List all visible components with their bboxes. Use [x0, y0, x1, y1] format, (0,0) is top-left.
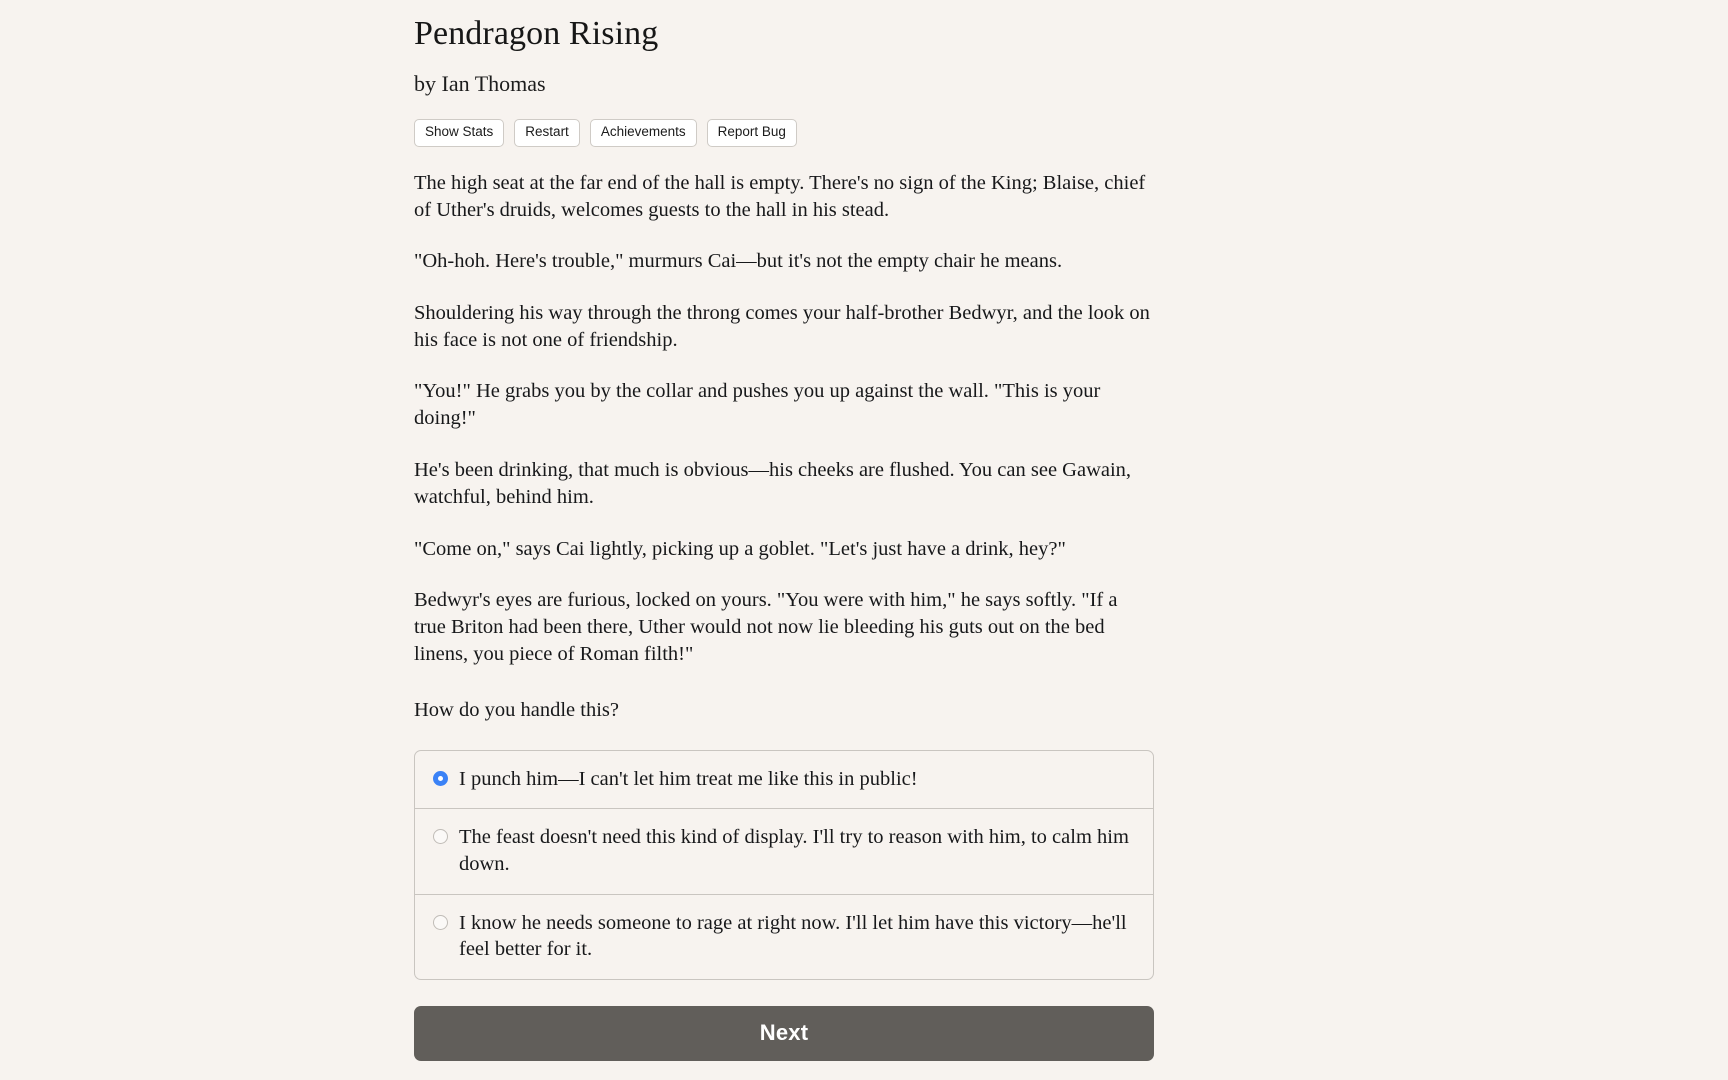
radio-button-icon[interactable]: [433, 771, 448, 786]
radio-button-icon[interactable]: [433, 915, 448, 930]
choice-label: The feast doesn't need this kind of display. I'll try to reason with him, to calm him down.: [459, 826, 1129, 876]
next-button[interactable]: Next: [414, 1006, 1154, 1061]
story-paragraph: "Oh-hoh. Here's trouble," murmurs Cai—but it's not the empty chair he means.: [414, 250, 1063, 273]
story-container: [414, 0, 1154, 1061]
choice-label: I punch him—I can't let him treat me like this in public!: [459, 767, 918, 790]
choice-option-3[interactable]: [415, 894, 1153, 979]
achievements-button[interactable]: Achievements: [590, 119, 697, 147]
story-paragraph: "Come on," says Cai lightly, picking up a goblet. "Let's just have a drink, hey?": [414, 537, 1066, 560]
story-paragraph: Shouldering his way through the throng comes your half-brother Bedwyr, and the look on his face is not one of friendship.: [414, 301, 1150, 351]
toolbar: [414, 97, 1154, 147]
choice-label: I know he needs someone to rage at right now. I'll let him have this victory—he'll feel better for it.: [459, 911, 1127, 961]
story-text: [414, 147, 1154, 724]
story-paragraph: "You!" He grabs you by the collar and pushes you up against the wall. "This is your doing!": [414, 380, 1101, 430]
choice-prompt: How do you handle this?: [414, 698, 619, 721]
choice-list: [414, 750, 1154, 980]
story-paragraph: He's been drinking, that much is obvious—his cheeks are flushed. You can see Gawain, watchful, behind him.: [414, 459, 1132, 509]
author-byline: by Ian Thomas: [414, 70, 546, 96]
page-title: Pendragon Rising: [414, 15, 659, 52]
radio-button-icon[interactable]: [433, 829, 448, 844]
choice-option-1[interactable]: [415, 751, 1153, 809]
report-bug-button[interactable]: Report Bug: [707, 119, 797, 147]
restart-button[interactable]: Restart: [514, 119, 580, 147]
story-paragraph: Bedwyr's eyes are furious, locked on yours. "You were with him," he says softly. "If a true Briton had been there, Uther would not now lie bleeding his guts out on the bed linens, you piece of Roman filth!": [414, 589, 1118, 666]
story-paragraph: The high seat at the far end of the hall is empty. There's no sign of the King; Blaise, chief of Uther's druids, welcomes guests to the hall in his stead.: [414, 171, 1146, 221]
show-stats-button[interactable]: Show Stats: [414, 119, 504, 147]
choice-option-2[interactable]: [415, 808, 1153, 893]
